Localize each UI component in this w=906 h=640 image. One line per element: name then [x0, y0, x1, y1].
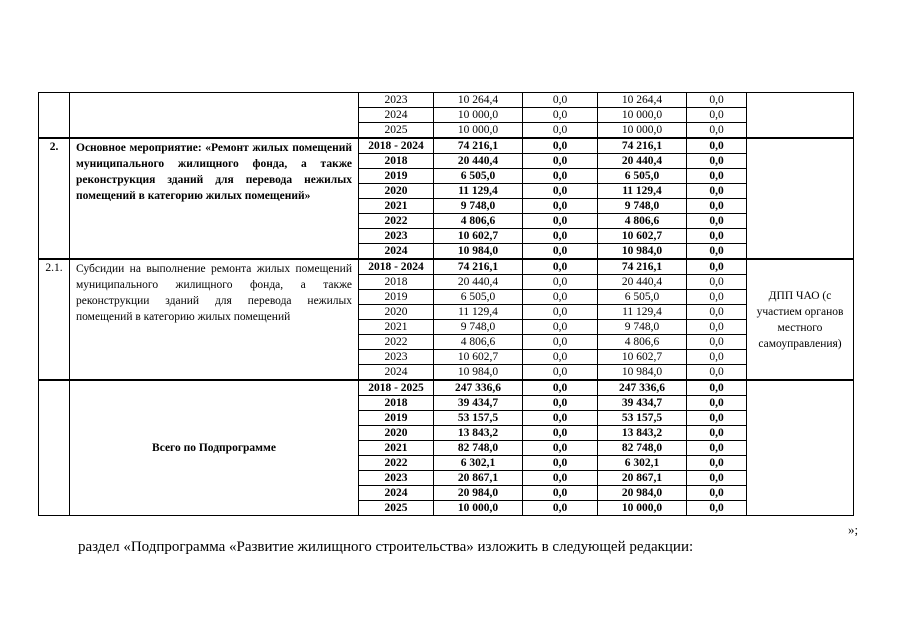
cell-period: 2024 — [359, 244, 434, 260]
responsible-executor-cell — [747, 138, 854, 259]
table-row — [39, 93, 854, 108]
table-row — [39, 138, 854, 154]
cell-fed: 0,0 — [523, 108, 598, 123]
cell-total: 11 129,4 — [434, 184, 523, 199]
cell-period: 2022 — [359, 214, 434, 229]
cell-total: 6 505,0 — [434, 169, 523, 184]
cell-mun: 0,0 — [687, 259, 747, 275]
cell-fed: 0,0 — [523, 199, 598, 214]
cell-period: 2021 — [359, 199, 434, 214]
cell-reg: 247 336,6 — [598, 380, 687, 396]
cell-total: 6 302,1 — [434, 456, 523, 471]
cell-mun: 0,0 — [687, 471, 747, 486]
row-number-cell: 2. — [39, 138, 70, 259]
cell-period: 2020 — [359, 184, 434, 199]
cell-reg: 4 806,6 — [598, 335, 687, 350]
cell-fed: 0,0 — [523, 138, 598, 154]
cell-fed: 0,0 — [523, 290, 598, 305]
closing-quote-mark: »; — [848, 522, 859, 537]
cell-total: 20 867,1 — [434, 471, 523, 486]
cell-total: 10 000,0 — [434, 108, 523, 123]
cell-total: 10 602,7 — [434, 229, 523, 244]
cell-reg: 13 843,2 — [598, 426, 687, 441]
responsible-executor-cell — [747, 380, 854, 516]
measure-name-cell: Всего по Подпрограмме — [70, 380, 359, 516]
cell-fed: 0,0 — [523, 441, 598, 456]
cell-mun: 0,0 — [687, 335, 747, 350]
cell-period: 2021 — [359, 441, 434, 456]
cell-reg: 10 000,0 — [598, 108, 687, 123]
cell-period: 2025 — [359, 501, 434, 516]
cell-total: 247 336,6 — [434, 380, 523, 396]
cell-reg: 6 302,1 — [598, 456, 687, 471]
cell-reg: 9 748,0 — [598, 320, 687, 335]
cell-mun: 0,0 — [687, 441, 747, 456]
cell-reg: 6 505,0 — [598, 169, 687, 184]
cell-total: 10 000,0 — [434, 501, 523, 516]
cell-fed: 0,0 — [523, 244, 598, 260]
cell-total: 10 000,0 — [434, 123, 523, 139]
cell-period: 2023 — [359, 93, 434, 108]
cell-mun: 0,0 — [687, 380, 747, 396]
measure-name-cell: Основное мероприятие: «Ремонт жилых помещений муниципального жилищного фонда, а также реконструкция зданий для перевода нежилых помещений в категорию жилых помещений» — [70, 138, 359, 259]
cell-reg: 6 505,0 — [598, 290, 687, 305]
budget-table-body — [39, 93, 854, 516]
cell-fed: 0,0 — [523, 396, 598, 411]
cell-reg: 53 157,5 — [598, 411, 687, 426]
cell-total: 20 984,0 — [434, 486, 523, 501]
cell-total: 9 748,0 — [434, 199, 523, 214]
cell-fed: 0,0 — [523, 501, 598, 516]
cell-fed: 0,0 — [523, 305, 598, 320]
cell-fed: 0,0 — [523, 259, 598, 275]
cell-reg: 10 602,7 — [598, 350, 687, 365]
cell-fed: 0,0 — [523, 169, 598, 184]
cell-period: 2018 — [359, 154, 434, 169]
cell-period: 2018 - 2024 — [359, 138, 434, 154]
cell-period: 2020 — [359, 426, 434, 441]
cell-fed: 0,0 — [523, 320, 598, 335]
cell-reg: 10 984,0 — [598, 244, 687, 260]
cell-fed: 0,0 — [523, 214, 598, 229]
cell-mun: 0,0 — [687, 138, 747, 154]
cell-total: 74 216,1 — [434, 259, 523, 275]
cell-period: 2025 — [359, 123, 434, 139]
cell-total: 11 129,4 — [434, 305, 523, 320]
cell-period: 2018 - 2024 — [359, 259, 434, 275]
cell-period: 2019 — [359, 169, 434, 184]
cell-mun: 0,0 — [687, 93, 747, 108]
row-number-cell: 2.1. — [39, 259, 70, 380]
cell-reg: 20 440,4 — [598, 154, 687, 169]
cell-fed: 0,0 — [523, 365, 598, 381]
cell-reg: 10 984,0 — [598, 365, 687, 381]
cell-period: 2023 — [359, 471, 434, 486]
cell-period: 2024 — [359, 365, 434, 381]
amendment-paragraph: раздел «Подпрограмма «Развитие жилищного строительства» изложить в следующей редакции: — [78, 539, 694, 555]
cell-fed: 0,0 — [523, 380, 598, 396]
cell-total: 4 806,6 — [434, 214, 523, 229]
cell-mun: 0,0 — [687, 305, 747, 320]
cell-total: 53 157,5 — [434, 411, 523, 426]
cell-reg: 74 216,1 — [598, 138, 687, 154]
cell-reg: 82 748,0 — [598, 441, 687, 456]
cell-reg: 11 129,4 — [598, 184, 687, 199]
cell-total: 4 806,6 — [434, 335, 523, 350]
cell-total: 20 440,4 — [434, 275, 523, 290]
cell-period: 2021 — [359, 320, 434, 335]
cell-period: 2022 — [359, 335, 434, 350]
budget-table — [38, 92, 854, 516]
responsible-executor-cell — [747, 93, 854, 139]
row-number-cell — [39, 380, 70, 516]
cell-mun: 0,0 — [687, 123, 747, 139]
cell-total: 10 984,0 — [434, 365, 523, 381]
cell-period: 2018 — [359, 275, 434, 290]
cell-mun: 0,0 — [687, 108, 747, 123]
cell-total: 20 440,4 — [434, 154, 523, 169]
cell-period: 2024 — [359, 486, 434, 501]
cell-reg: 10 264,4 — [598, 93, 687, 108]
table-row — [39, 259, 854, 275]
cell-period: 2023 — [359, 350, 434, 365]
cell-period: 2018 - 2025 — [359, 380, 434, 396]
cell-total: 6 505,0 — [434, 290, 523, 305]
cell-mun: 0,0 — [687, 456, 747, 471]
table-row — [39, 380, 854, 396]
cell-mun: 0,0 — [687, 275, 747, 290]
cell-reg: 10 602,7 — [598, 229, 687, 244]
cell-mun: 0,0 — [687, 244, 747, 260]
cell-period: 2020 — [359, 305, 434, 320]
cell-mun: 0,0 — [687, 169, 747, 184]
cell-fed: 0,0 — [523, 350, 598, 365]
cell-period: 2018 — [359, 396, 434, 411]
cell-fed: 0,0 — [523, 154, 598, 169]
cell-mun: 0,0 — [687, 290, 747, 305]
cell-total: 10 264,4 — [434, 93, 523, 108]
cell-fed: 0,0 — [523, 184, 598, 199]
cell-period: 2023 — [359, 229, 434, 244]
cell-fed: 0,0 — [523, 275, 598, 290]
cell-period: 2019 — [359, 290, 434, 305]
row-number-cell — [39, 93, 70, 139]
cell-reg: 4 806,6 — [598, 214, 687, 229]
cell-mun: 0,0 — [687, 411, 747, 426]
cell-mun: 0,0 — [687, 214, 747, 229]
cell-mun: 0,0 — [687, 154, 747, 169]
cell-total: 82 748,0 — [434, 441, 523, 456]
cell-mun: 0,0 — [687, 365, 747, 381]
cell-fed: 0,0 — [523, 123, 598, 139]
cell-mun: 0,0 — [687, 426, 747, 441]
cell-period: 2022 — [359, 456, 434, 471]
cell-reg: 10 000,0 — [598, 501, 687, 516]
cell-total: 10 602,7 — [434, 350, 523, 365]
cell-total: 74 216,1 — [434, 138, 523, 154]
cell-fed: 0,0 — [523, 335, 598, 350]
cell-reg: 9 748,0 — [598, 199, 687, 214]
responsible-executor-cell: ДПП ЧАО (с участием органов местного самоуправления) — [747, 259, 854, 380]
cell-total: 39 434,7 — [434, 396, 523, 411]
cell-fed: 0,0 — [523, 456, 598, 471]
cell-period: 2024 — [359, 108, 434, 123]
cell-reg: 74 216,1 — [598, 259, 687, 275]
cell-fed: 0,0 — [523, 426, 598, 441]
cell-total: 9 748,0 — [434, 320, 523, 335]
cell-mun: 0,0 — [687, 199, 747, 214]
cell-mun: 0,0 — [687, 486, 747, 501]
cell-fed: 0,0 — [523, 229, 598, 244]
measure-name-cell: Субсидии на выполнение ремонта жилых помещений муниципального жилищного фонда, а также реконструкции зданий для перевода нежилых помещений в категорию жилых помещений — [70, 259, 359, 380]
cell-total: 10 984,0 — [434, 244, 523, 260]
cell-reg: 10 000,0 — [598, 123, 687, 139]
cell-reg: 39 434,7 — [598, 396, 687, 411]
cell-mun: 0,0 — [687, 184, 747, 199]
cell-reg: 20 867,1 — [598, 471, 687, 486]
cell-mun: 0,0 — [687, 350, 747, 365]
cell-total: 13 843,2 — [434, 426, 523, 441]
cell-fed: 0,0 — [523, 411, 598, 426]
cell-reg: 20 984,0 — [598, 486, 687, 501]
cell-fed: 0,0 — [523, 486, 598, 501]
cell-period: 2019 — [359, 411, 434, 426]
cell-reg: 11 129,4 — [598, 305, 687, 320]
cell-mun: 0,0 — [687, 320, 747, 335]
cell-mun: 0,0 — [687, 396, 747, 411]
cell-fed: 0,0 — [523, 471, 598, 486]
cell-mun: 0,0 — [687, 501, 747, 516]
cell-fed: 0,0 — [523, 93, 598, 108]
cell-mun: 0,0 — [687, 229, 747, 244]
measure-name-cell — [70, 93, 359, 139]
cell-reg: 20 440,4 — [598, 275, 687, 290]
